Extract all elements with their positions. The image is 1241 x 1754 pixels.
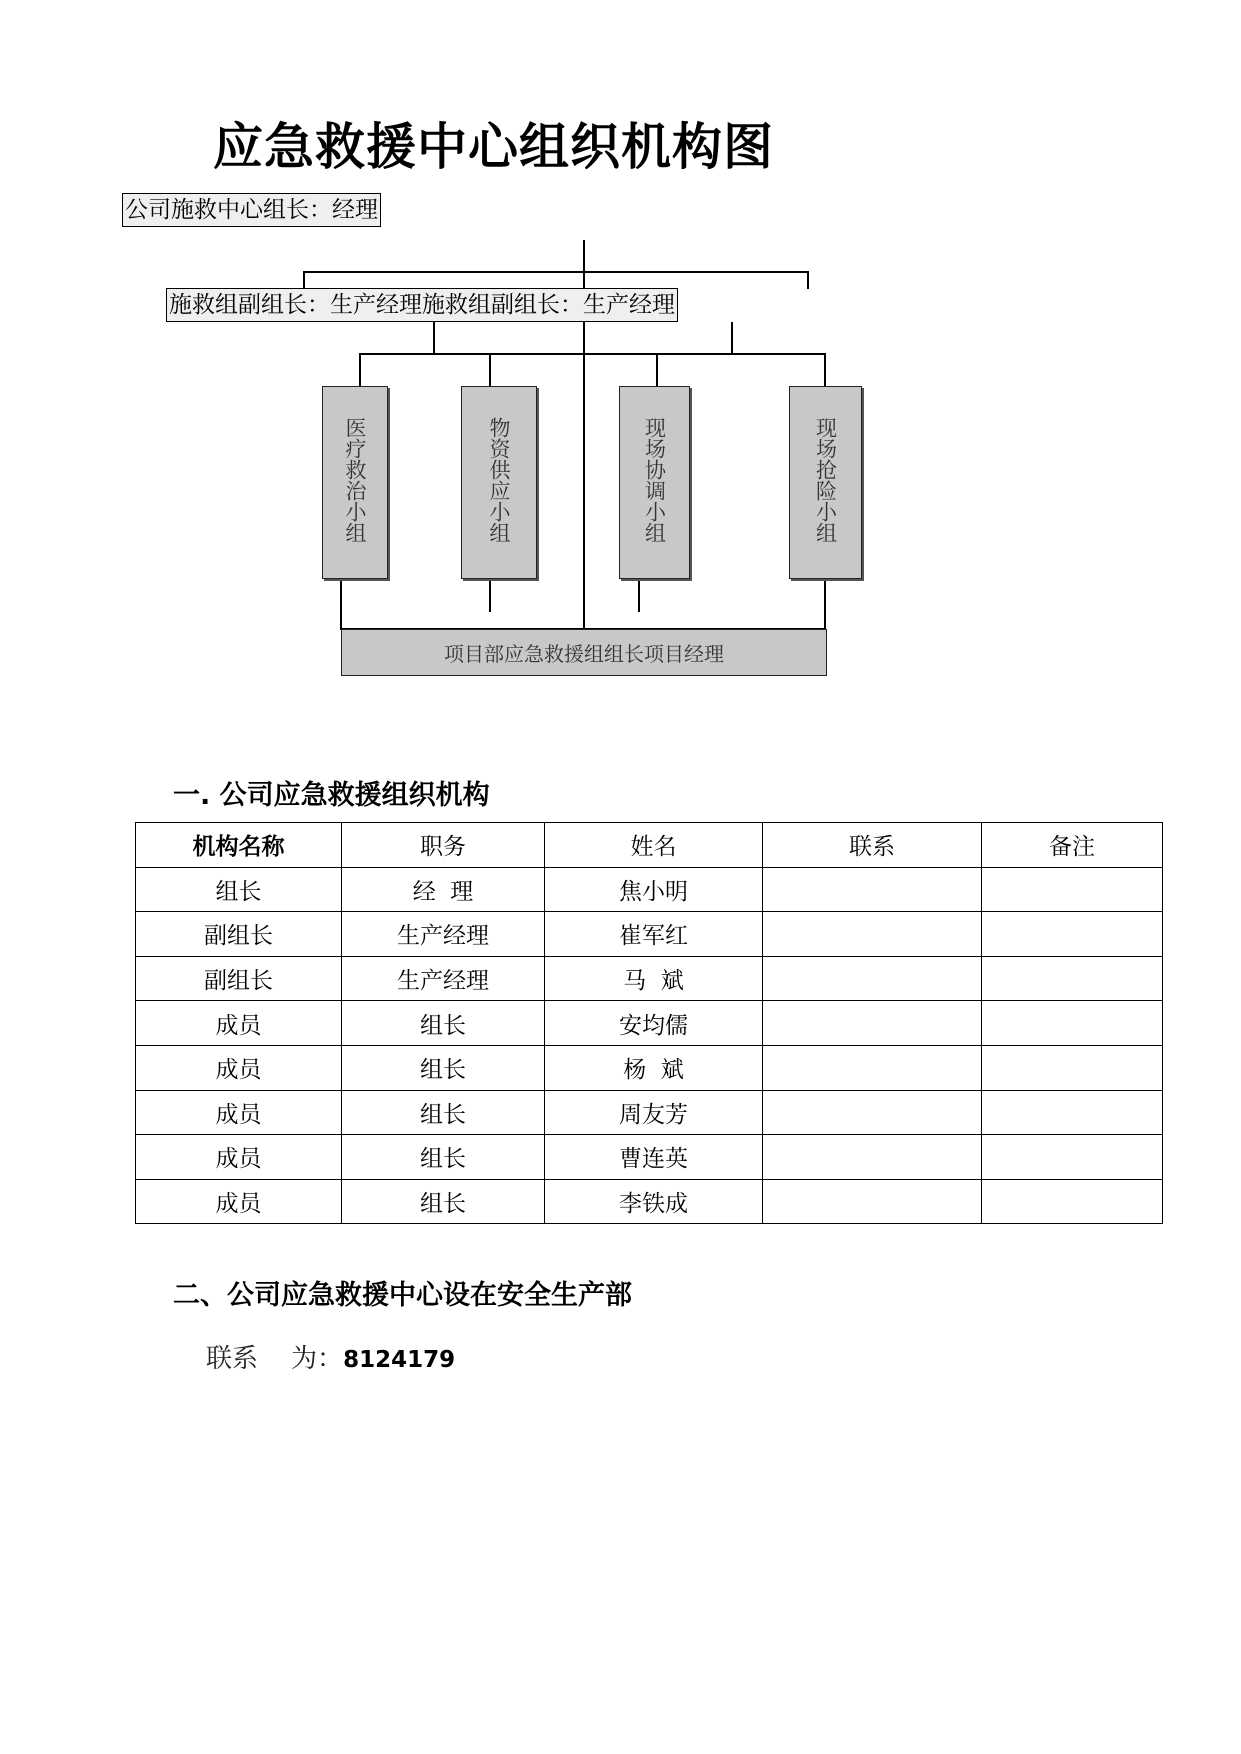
table-cell: 副组长: [136, 956, 342, 1001]
column-header: 姓名: [545, 823, 763, 868]
group-box-supply: [461, 386, 537, 579]
contact-label: 联系 为：: [206, 1344, 344, 1374]
group-label: 物资供应小组: [487, 417, 511, 543]
table-cell: 成员: [136, 1001, 342, 1046]
table-cell: 成员: [136, 1135, 342, 1180]
group2-bottom-line: [489, 578, 491, 612]
table-cell: 周友芳: [545, 1090, 763, 1135]
table-cell: 成员: [136, 1045, 342, 1090]
project-leader-label: 项目部应急救援组组长项目经理: [444, 642, 724, 666]
group3-connector: [656, 353, 658, 387]
table-cell: [982, 1135, 1163, 1180]
table-cell: 副组长: [136, 912, 342, 957]
org-chart: [0, 0, 1241, 700]
table-cell: [982, 912, 1163, 957]
top-right-drop: [807, 271, 809, 289]
table-cell: 组长: [342, 1179, 545, 1224]
table-cell: [763, 1090, 982, 1135]
table-cell: 生产经理: [342, 956, 545, 1001]
top-horizontal-line: [303, 271, 808, 273]
group1-connector: [359, 353, 361, 387]
group-label: 现场抢险小组: [813, 417, 838, 543]
project-leader-box: [341, 629, 827, 676]
table-cell: 李铁成: [545, 1179, 763, 1224]
table-cell: [763, 1179, 982, 1224]
table-row: [136, 1045, 1163, 1090]
group-label: 医疗救治小组: [343, 417, 367, 543]
table-cell: 崔军红: [545, 912, 763, 957]
top-leader-label: 公司施救中心组长：经理: [122, 193, 381, 227]
contact-line: [206, 1338, 455, 1375]
table-cell: [763, 1045, 982, 1090]
group1-bottom-line: [340, 578, 342, 630]
table-row: [136, 956, 1163, 1001]
group-box-medical: [322, 386, 388, 579]
table-row: [136, 1135, 1163, 1180]
section-heading-location: 二、公司应急救援中心设在安全生产部: [173, 1280, 632, 1311]
table-cell: 安均儒: [545, 1001, 763, 1046]
table-cell: [763, 956, 982, 1001]
table-cell: [763, 1135, 982, 1180]
deputy-leader-label: 施救组副组长：生产经理施救组副组长：生产经理: [166, 288, 678, 322]
column-header: 联系: [763, 823, 982, 868]
table-row: [136, 1001, 1163, 1046]
table-cell: 杨 斌: [545, 1045, 763, 1090]
table-cell: [982, 1179, 1163, 1224]
table-row: [136, 1090, 1163, 1135]
group3-bottom-line: [638, 578, 640, 612]
table-cell: [982, 1090, 1163, 1135]
members-table: [135, 822, 1163, 1224]
page-title: 应急救援中心组织机构图: [213, 118, 774, 176]
column-header: 职务: [342, 823, 545, 868]
table-header-row: [136, 823, 1163, 868]
section-heading: 一. 公司应急救援组织机构: [173, 780, 490, 811]
group-horizontal-line: [359, 353, 825, 355]
table-cell: [982, 956, 1163, 1001]
table-cell: 生产经理: [342, 912, 545, 957]
table-cell: 组长: [342, 1135, 545, 1180]
table-cell: 成员: [136, 1179, 342, 1224]
column-header: 机构名称: [136, 823, 342, 868]
group-label: 现场协调小组: [642, 417, 667, 543]
table-row: [136, 912, 1163, 957]
table-cell: 组长: [136, 867, 342, 912]
group-box-rescue: [789, 386, 862, 579]
table-cell: 焦小明: [545, 867, 763, 912]
group4-connector: [824, 353, 826, 387]
table-cell: 组长: [342, 1045, 545, 1090]
table-cell: 成员: [136, 1090, 342, 1135]
table-row: [136, 1179, 1163, 1224]
table-cell: 马 斌: [545, 956, 763, 1001]
deputy-left-drop: [433, 322, 435, 354]
table-cell: [763, 867, 982, 912]
table-row: [136, 867, 1163, 912]
table-cell: [982, 1001, 1163, 1046]
column-header: 备注: [982, 823, 1163, 868]
table-cell: [982, 1045, 1163, 1090]
group2-connector: [489, 353, 491, 387]
table-cell: [763, 912, 982, 957]
group4-bottom-line: [824, 578, 826, 630]
table-cell: 组长: [342, 1001, 545, 1046]
table-cell: 曹连英: [545, 1135, 763, 1180]
table-cell: [982, 867, 1163, 912]
group-box-coordination: [619, 386, 690, 579]
table-cell: 组长: [342, 1090, 545, 1135]
deputy-right-drop: [731, 322, 733, 354]
contact-number: 8124179: [343, 1347, 456, 1373]
table-cell: [763, 1001, 982, 1046]
table-cell: 经 理: [342, 867, 545, 912]
